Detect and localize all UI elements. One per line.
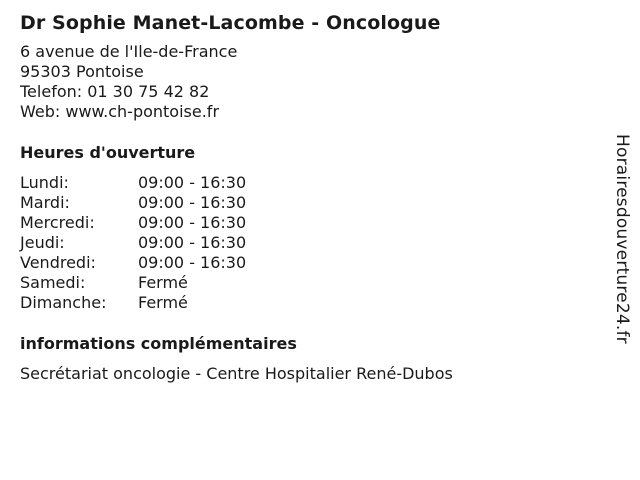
address-line-2: 95303 Pontoise [20, 62, 144, 81]
website-link[interactable]: Web: www.ch-pontoise.fr [20, 102, 220, 121]
hours-value: 09:00 - 16:30 [138, 173, 247, 192]
opening-hours-heading: Heures d'ouverture [20, 143, 196, 162]
site-watermark: Horairesdouverture24.fr [612, 134, 632, 344]
hours-value: Fermé [138, 293, 188, 312]
hours-row-thursday [20, 233, 610, 253]
hours-value: 09:00 - 16:30 [138, 253, 247, 272]
hours-value: 09:00 - 16:30 [138, 233, 247, 252]
day-label: Samedi: [20, 273, 86, 292]
hours-row-monday [20, 173, 610, 193]
contact-block [20, 42, 610, 122]
hours-value: 09:00 - 16:30 [138, 193, 247, 212]
day-label: Dimanche: [20, 293, 107, 312]
day-label: Mercredi: [20, 213, 95, 232]
day-label: Vendredi: [20, 253, 96, 272]
address-line-1: 6 avenue de l'Ile-de-France [20, 42, 238, 61]
page-title: Dr Sophie Manet-Lacombe - Oncologue [20, 12, 441, 34]
hours-value: Fermé [138, 273, 188, 292]
additional-info-text: Secrétariat oncologie - Centre Hospitalier René-Dubos [20, 364, 453, 383]
practice-card [20, 10, 610, 384]
day-label: Mardi: [20, 193, 70, 212]
hours-value: 09:00 - 16:30 [138, 213, 247, 232]
phone-number[interactable]: Telefon: 01 30 75 42 82 [20, 82, 210, 101]
hours-row-saturday [20, 273, 610, 293]
day-label: Jeudi: [20, 233, 65, 252]
hours-row-friday [20, 253, 610, 273]
additional-info-heading: informations complémentaires [20, 334, 297, 353]
hours-row-sunday [20, 293, 610, 313]
hours-row-wednesday [20, 213, 610, 233]
hours-row-tuesday [20, 193, 610, 213]
opening-hours-table [20, 173, 610, 313]
day-label: Lundi: [20, 173, 69, 192]
